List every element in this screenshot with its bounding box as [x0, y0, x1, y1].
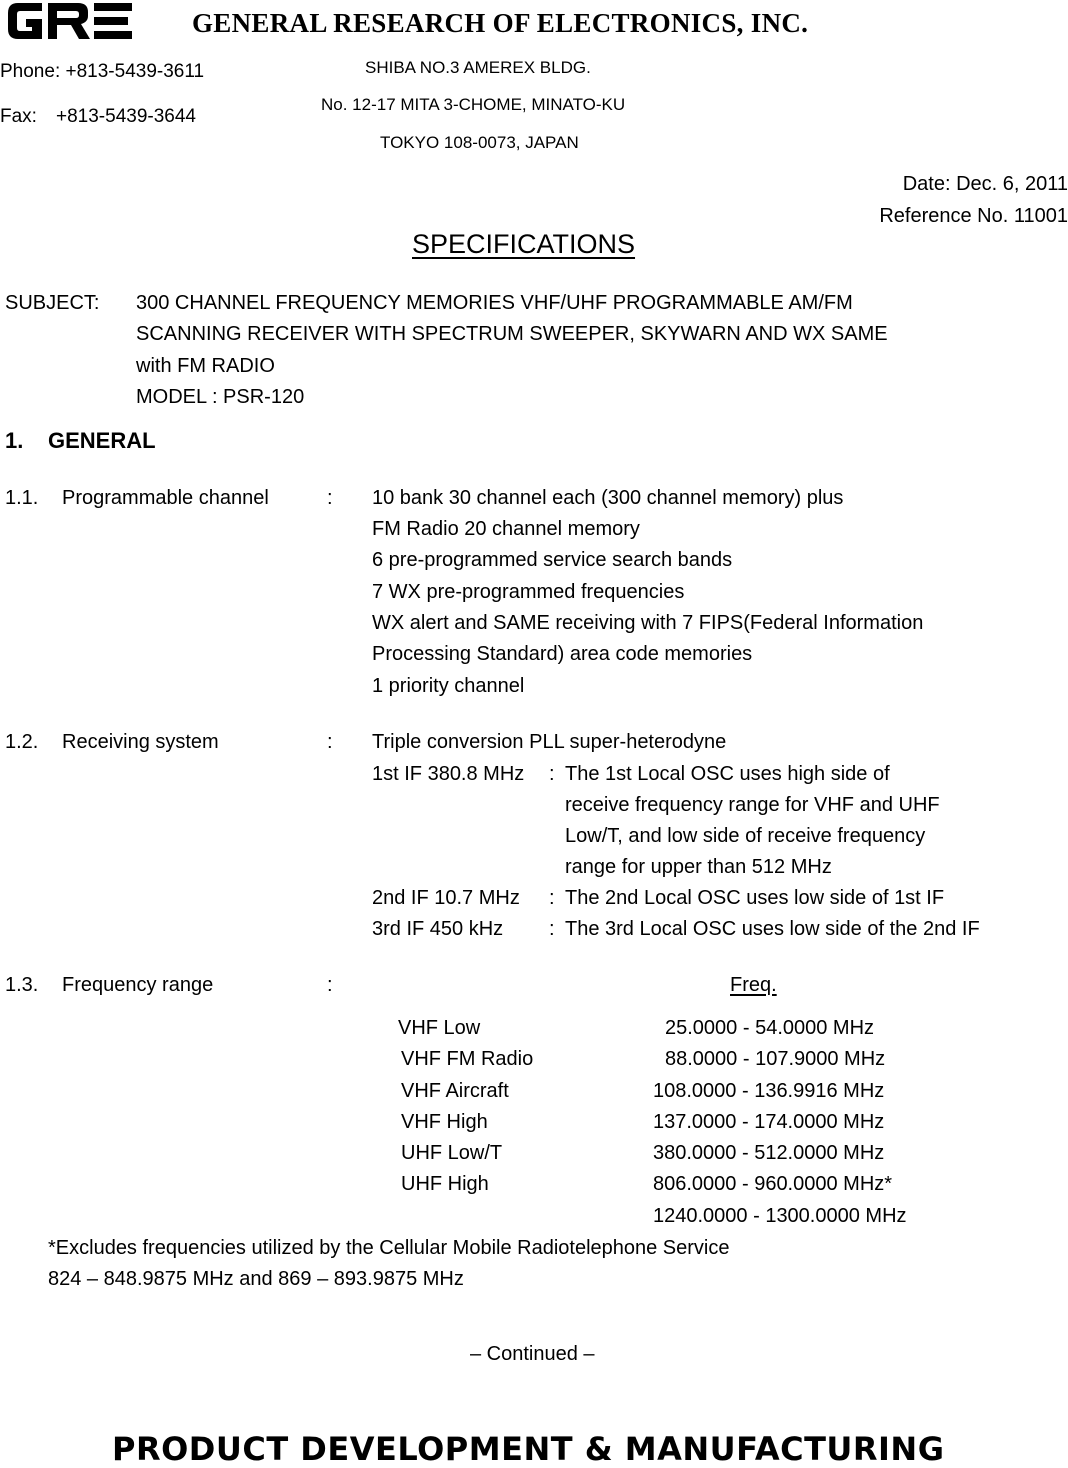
- if-desc: The 2nd Local OSC uses low side of 1st IF: [565, 887, 945, 909]
- if-desc: range for upper than 512 MHz: [565, 856, 832, 878]
- gre-logo: [8, 3, 132, 39]
- section-title: GENERAL: [48, 428, 156, 453]
- reference-number: Reference No. 11001: [879, 205, 1068, 227]
- spec-line: Processing Standard) area code memories: [372, 643, 753, 665]
- spec-line: FM Radio 20 channel memory: [372, 518, 640, 540]
- band-name: UHF High: [401, 1173, 489, 1195]
- spec-line: 10 bank 30 channel each (300 channel memory) plus: [372, 487, 844, 509]
- item-label: Frequency range: [62, 974, 214, 996]
- subject-line: 300 CHANNEL FREQUENCY MEMORIES VHF/UHF PROGRAMMABLE AM/FM: [136, 292, 853, 314]
- subject-line: SCANNING RECEIVER WITH SPECTRUM SWEEPER, SKYWARN AND WX SAME: [136, 323, 888, 345]
- if-colon: :: [549, 763, 555, 785]
- band-name: VHF Low: [398, 1017, 481, 1039]
- if-name: 1st IF 380.8 MHz: [372, 763, 525, 785]
- company-name: GENERAL RESEARCH OF ELECTRONICS, INC.: [192, 8, 809, 38]
- freq-column-header: Freq.: [730, 974, 777, 996]
- band-range: 25.0000 - 54.0000 MHz: [665, 1017, 875, 1039]
- band-name: VHF FM Radio: [401, 1048, 534, 1070]
- spec-line: 6 pre-programmed service search bands: [372, 549, 733, 571]
- address-line-1: SHIBA NO.3 AMEREX BLDG.: [365, 58, 591, 77]
- spec-line: WX alert and SAME receiving with 7 FIPS(Federal Information: [372, 612, 924, 634]
- band-range: 137.0000 - 174.0000 MHz: [653, 1111, 885, 1133]
- band-range: 88.0000 - 107.9000 MHz: [665, 1048, 886, 1070]
- if-desc: The 3rd Local OSC uses low side of the 2nd IF: [565, 918, 980, 940]
- page-title: SPECIFICATIONS: [412, 229, 636, 259]
- footer-banner: PRODUCT DEVELOPMENT & MANUFACTURING: [112, 1430, 945, 1468]
- spec-line: 1 priority channel: [372, 675, 525, 697]
- if-name: 3rd IF 450 kHz: [372, 918, 504, 940]
- item-number: 1.1.: [5, 487, 39, 509]
- band-range: 1240.0000 - 1300.0000 MHz: [653, 1205, 907, 1227]
- if-colon: :: [549, 918, 555, 940]
- subject-line: MODEL : PSR-120: [136, 386, 305, 408]
- if-desc: receive frequency range for VHF and UHF: [565, 794, 940, 816]
- if-desc: The 1st Local OSC uses high side of: [565, 763, 890, 785]
- address-line-2: No. 12-17 MITA 3-CHOME, MINATO-KU: [321, 95, 626, 114]
- address-line-3: TOKYO 108-0073, JAPAN: [380, 133, 579, 152]
- item-colon: :: [327, 731, 333, 753]
- item-colon: :: [327, 487, 333, 509]
- item-colon: :: [327, 974, 333, 996]
- spec-line: Triple conversion PLL super-heterodyne: [372, 731, 727, 753]
- continued-marker: – Continued –: [470, 1343, 595, 1365]
- item-number: 1.2.: [5, 731, 39, 753]
- section-number: 1.: [5, 428, 24, 453]
- spec-line: 7 WX pre-programmed frequencies: [372, 581, 685, 603]
- logo-text: GRE: [8, 3, 11, 4]
- band-range: 806.0000 - 960.0000 MHz*: [653, 1173, 893, 1195]
- band-name: UHF Low/T: [401, 1142, 503, 1164]
- fax-label: Fax:: [0, 106, 37, 127]
- if-name: 2nd IF 10.7 MHz: [372, 887, 520, 909]
- subject-label: SUBJECT:: [5, 292, 100, 314]
- date: Date: Dec. 6, 2011: [902, 173, 1068, 195]
- if-colon: :: [549, 887, 555, 909]
- band-range: 108.0000 - 136.9916 MHz: [653, 1080, 885, 1102]
- band-name: VHF High: [401, 1111, 488, 1133]
- footnote: 824 – 848.9875 MHz and 869 – 893.9875 MHz: [48, 1268, 464, 1290]
- footnote: *Excludes frequencies utilized by the Cellular Mobile Radiotelephone Service: [48, 1237, 730, 1259]
- item-number: 1.3.: [5, 974, 39, 996]
- fax-number: +813-5439-3644: [56, 106, 196, 127]
- item-label: Programmable channel: [62, 487, 269, 509]
- band-name: VHF Aircraft: [401, 1080, 509, 1102]
- if-desc: Low/T, and low side of receive frequency: [565, 825, 926, 847]
- band-range: 380.0000 - 512.0000 MHz: [653, 1142, 885, 1164]
- phone-number: Phone: +813-5439-3611: [0, 61, 205, 82]
- item-label: Receiving system: [62, 731, 219, 753]
- subject-line: with FM RADIO: [136, 355, 275, 377]
